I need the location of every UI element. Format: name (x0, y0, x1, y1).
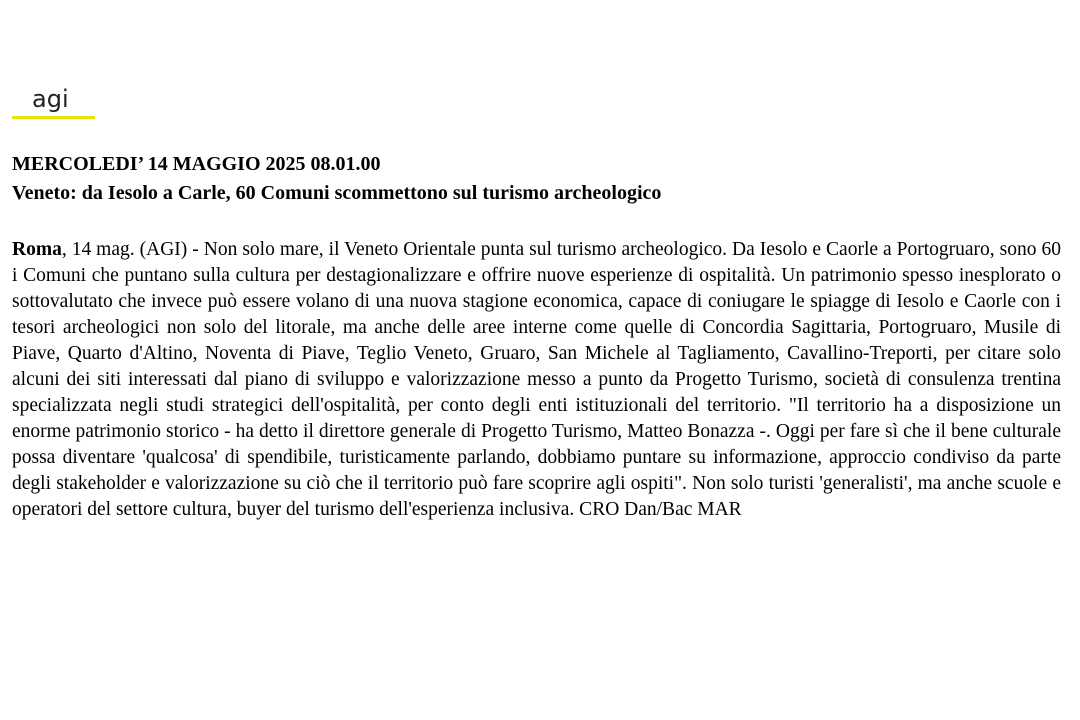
article-title: Veneto: da Iesolo a Carle, 60 Comuni scommettono sul turismo archeologico (12, 182, 662, 204)
dateline-city: Roma (12, 239, 62, 260)
agi-logo (12, 84, 96, 120)
article-date: MERCOLEDI’ 14 MAGGIO 2025 08.01.00 (12, 153, 381, 175)
logo-underline (12, 116, 95, 119)
article-body (12, 237, 1061, 523)
article-text: , 14 mag. (AGI) - Non solo mare, il Veneto Orientale punta sul turismo archeologico. Da Iesolo e Caorle a Portogruaro, sono 60 i Comuni che puntano sulla cultura per destagionalizzare e offrire nuove esperienze di ospitalità. Un patrimonio spesso inesplorato o sottovalutato che invece può essere volano di una nuova stagione economica, capace di coniugare le spiagge di Iesolo e Caorle con i tesori archeologici non solo del litorale, ma anche delle aree interne come quelle di Concordia Sagittaria, Portogruaro, Musile di Piave, Quarto d'Altino, Noventa di Piave, Teglio Veneto, Gruaro, San Michele al Tagliamento, Cavallino-Treporti, per citare solo alcuni dei siti interessati dal piano di sviluppo e valorizzazione messo a punto da Progetto Turismo, società di consulenza trentina specializzata negli studi strategici dell'ospitalità, per conto degli enti istituzionali del territorio. "Il territorio ha a disposizione un enorme patrimonio storico - ha detto il direttore generale di Progetto Turismo, Matteo Bonazza -. Oggi per fare sì che il bene culturale possa diventare 'qualcosa' di spendibile, turisticamente parlando, dobbiamo puntare su informazione, approccio condiviso da parte degli stakeholder e valorizzazione su ciò che il territorio può fare scoprire agli ospiti". Non solo turisti 'generalisti', ma anche scuole e operatori del settore cultura, buyer del turismo dell'esperienza inclusiva. CRO Dan/Bac MAR (12, 239, 1061, 520)
logo-text: agi (32, 85, 69, 113)
